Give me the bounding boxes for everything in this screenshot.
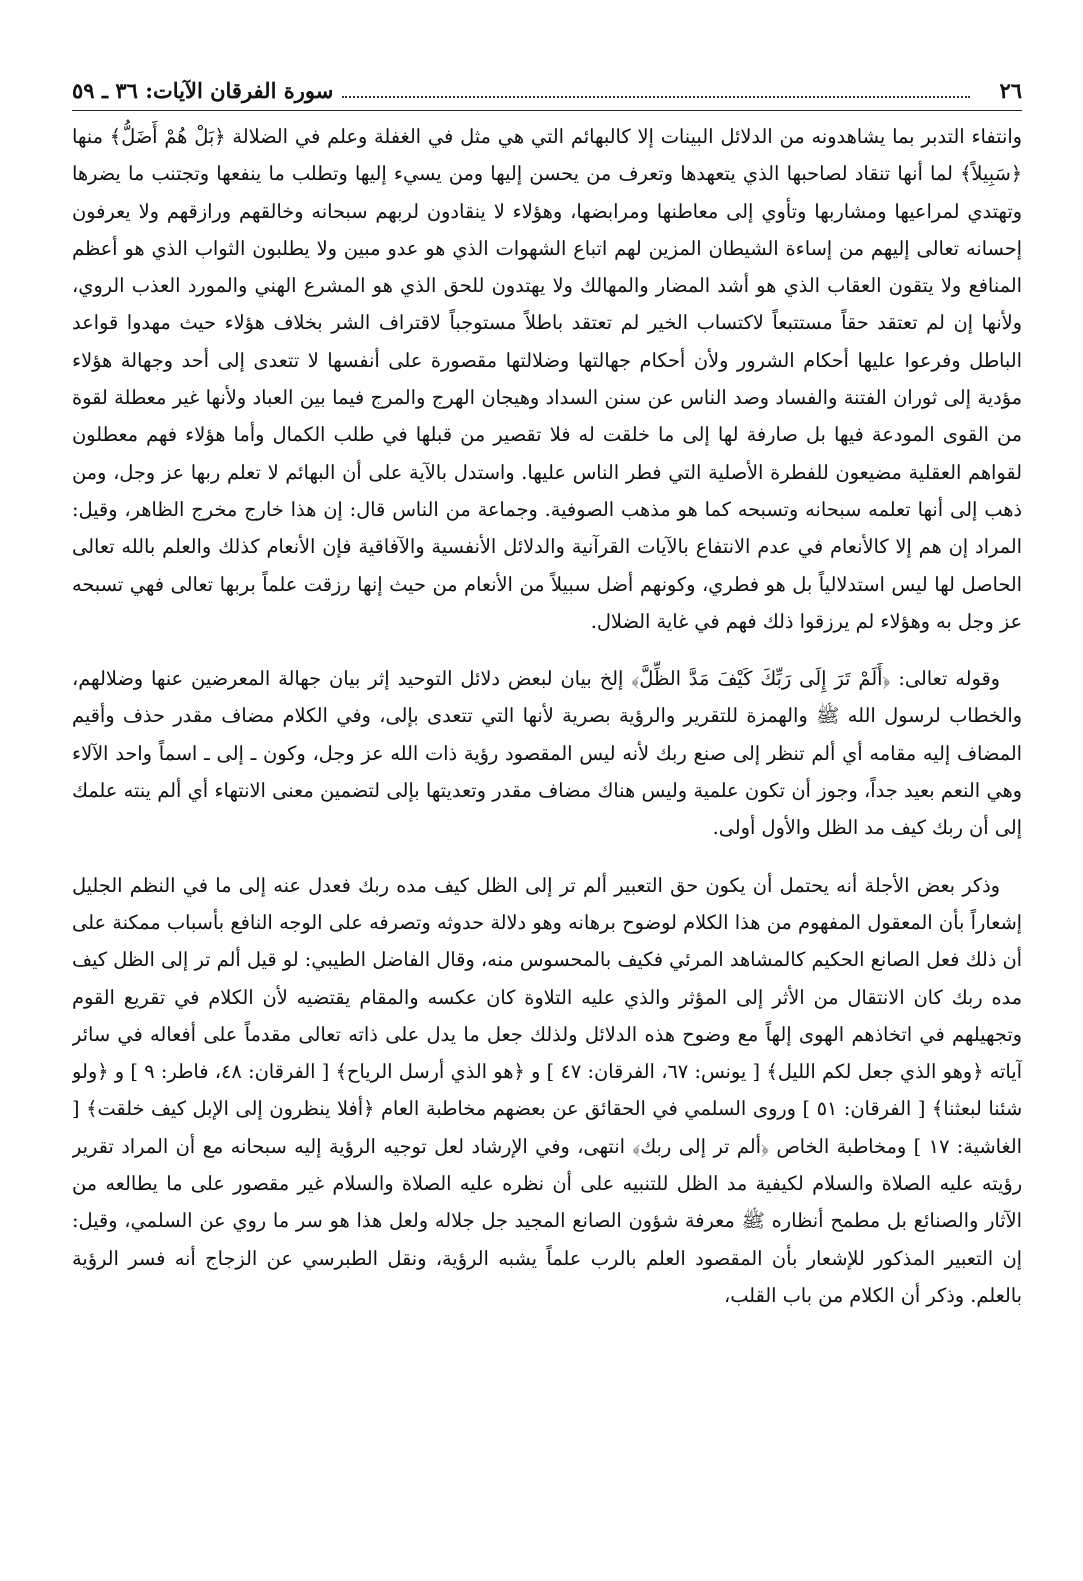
paragraph: وانتفاء التدبر بما يشاهدونه من الدلائل البينات إلا كالبهائم التي هي مثل في الغفلة وعلم في الضلالة ﴿بَلْ هُمْ أَضَلُّ﴾ منها ﴿سَبِيلاً﴾ لما أنها تنقاد لصاحبها الذي يتعهدها وتعرف من يحسن إليها ومن يسيء إليها وتطلب ما ينفعها وتجتنب ما يضرها وتهتدي لمراعيها ومشاربها وتأوي إلى معاطنها ومرابضها، وهؤلاء لا ينقادون لربهم سبحانه وخالقهم ورازقهم ولا يعرفون إحسانه تعالى إليهم من إساءة الشيطان المزين لهم اتباع الشهوات الذي هو عدو مبين ولا يطلبون الثواب الذي هو أعظم المنافع ولا يتقون العقاب الذي هو أشد المضار والمهالك ولا يهتدون للحق الذي هو المشرع الهني والمورد العذب الروي، ولأنها إن لم تعتقد حقاً مستتبعاً لاكتساب الخير لم تعتقد باطلاً مستوجباً لاقتراف الشر بخلاف هؤلاء حيث مهدوا قواعد الباطل وفرعوا عليها أحكام الشرور ولأن أحكام جهالتها وضلالتها مقصورة على أنفسها لا تتعدى إلى أحد وجهالة هؤلاء مؤدية إلى ثوران الفتنة والفساد وصد الناس عن سنن السداد وهيجان الهرج والمرج فيما بين العباد ولأنها غير معطلة لقوة من القوى المودعة فيها بل صارفة لها إلى ما خلقت له فلا تقصير من قبلها في طلب الكمال وأما هؤلاء فهم معطلون لقواهم العقلية مضيعون للفطرة الأصلية التي فطر الناس عليها. واستدل بالآية على أن البهائم لا تعلم ربها عز وجل، ومن ذهب إلى أنها تعلمه سبحانه وتسبحه كما هو مذهب الصوفية. وجماعة من الناس قال: إن هذا خارج مخرج الظاهر، وقيل: المراد إن هم إلا كالأنعام في عدم الانتفاع بالآيات القرآنية والدلائل الأنفسية والآفاقية فإن الأنعام كذلك والعلم بالله تعالى الحاصل لها ليس استدلالياً بل هو فطري، وكونهم أضل سبيلاً من الأنعام من حيث إنها رزقت علماً بربها تعالى فهي تسبحه عز وجل به وهؤلاء لم يرزقوا ذلك فهم في غاية الضلال. [72,125,1022,633]
header-title: سورة الفرقان الآيات: ٣٦ ـ ٥٩ [72,78,334,103]
page-number: ٢٦ [999,78,1022,103]
running-header [72,70,1022,111]
paragraph: وقوله تعالى: ﴿أَلَمْ تَرَ إِلَى رَبِّكَ كَيْفَ مَدَّ الظِّلَّ﴾ إلخ بيان لبعض دلائل التوحيد إثر بيان جهالة المعرضين عنها وضلالهم، والخطاب لرسول الله ﷺ والهمزة للتقرير والرؤية بصرية لأنها التي تتعدى بإلى، وفي الكلام مضاف مقدر حذف وأقيم المضاف إليه مقامه أي ألم تنظر إلى صنع ربك لأنه ليس المقصود رؤية ذات الله عز وجل، وكون ـ إلى ـ اسماً واحد الآلاء وهي النعم بعيد جداً، وجوز أن تكون علمية وليس هناك مضاف مقدر وتعديتها بإلى لتضمين معنى الانتهاء أي ألم ينته علمك إلى أن ربك كيف مد الظل والأول أولى. [72,667,1022,840]
book-page [72,70,1022,1550]
paragraph: وذكر بعض الأجلة أنه يحتمل أن يكون حق التعبير ألم تر إلى الظل كيف مده ربك فعدل عنه إلى ما في النظم الجليل إشعاراً بأن المعقول المفهوم من هذا الكلام لوضوح برهانه وهو دلالة حدوثه وتصرفه على الوجه النافع بأسباب ممكنة على أن ذلك فعل الصانع الحكيم كالمشاهد المرئي فكيف بالمحسوس منه، وقال الفاضل الطيبي: لو قيل ألم تر إلى الظل كيف مده ربك كان الانتقال من الأثر إلى المؤثر والذي عليه التلاوة كان عكسه والمقام يقتضيه لأن الكلام في تقريع القوم وتجهيلهم في اتخاذهم الهوى إلهاً مع وضوح هذه الدلائل ولذلك جعل ما يدل على ذاته تعالى مقدماً على أفعاله في سائر آياته ﴿وهو الذي جعل لكم الليل﴾ [ يونس: ٦٧، الفرقان: ٤٧ ] و ﴿هو الذي أرسل الرياح﴾ [ الفرقان: ٤٨، فاطر: ٩ ] و ﴿ولو شئنا لبعثنا﴾ [ الفرقان: ٥١ ] وروى السلمي في الحقائق عن بعضهم مخاطبة العام ﴿أفلا ينظرون إلى الإبل كيف خلقت﴾ [ الغاشية: ١٧ ] ومخاطبة الخاص ﴿ألم تر إلى ربك﴾ انتهى، وفي الإرشاد لعل توجيه الرؤية إليه سبحانه مع أن المراد تقرير رؤيته عليه الصلاة والسلام لكيفية مد الظل للتنبيه على أن نظره عليه الصلاة والسلام غير مقصور على ما يطالعه من الآثار والصنائع بل مطمح أنظاره ﷺ معرفة شؤون الصانع المجيد جل جلاله ولعل هذا هو سر ما روي عن السلمي، وقيل: إن التعبير المذكور للإشعار بأن المقصود العلم بالرب علماً يشبه الرؤية، ونقل الطبرسي عن الزجاج أنه فسر الرؤية بالعلم. وذكر أن الكلام من باب القلب، [72,873,1022,1307]
header-dotted-leader [342,96,970,98]
